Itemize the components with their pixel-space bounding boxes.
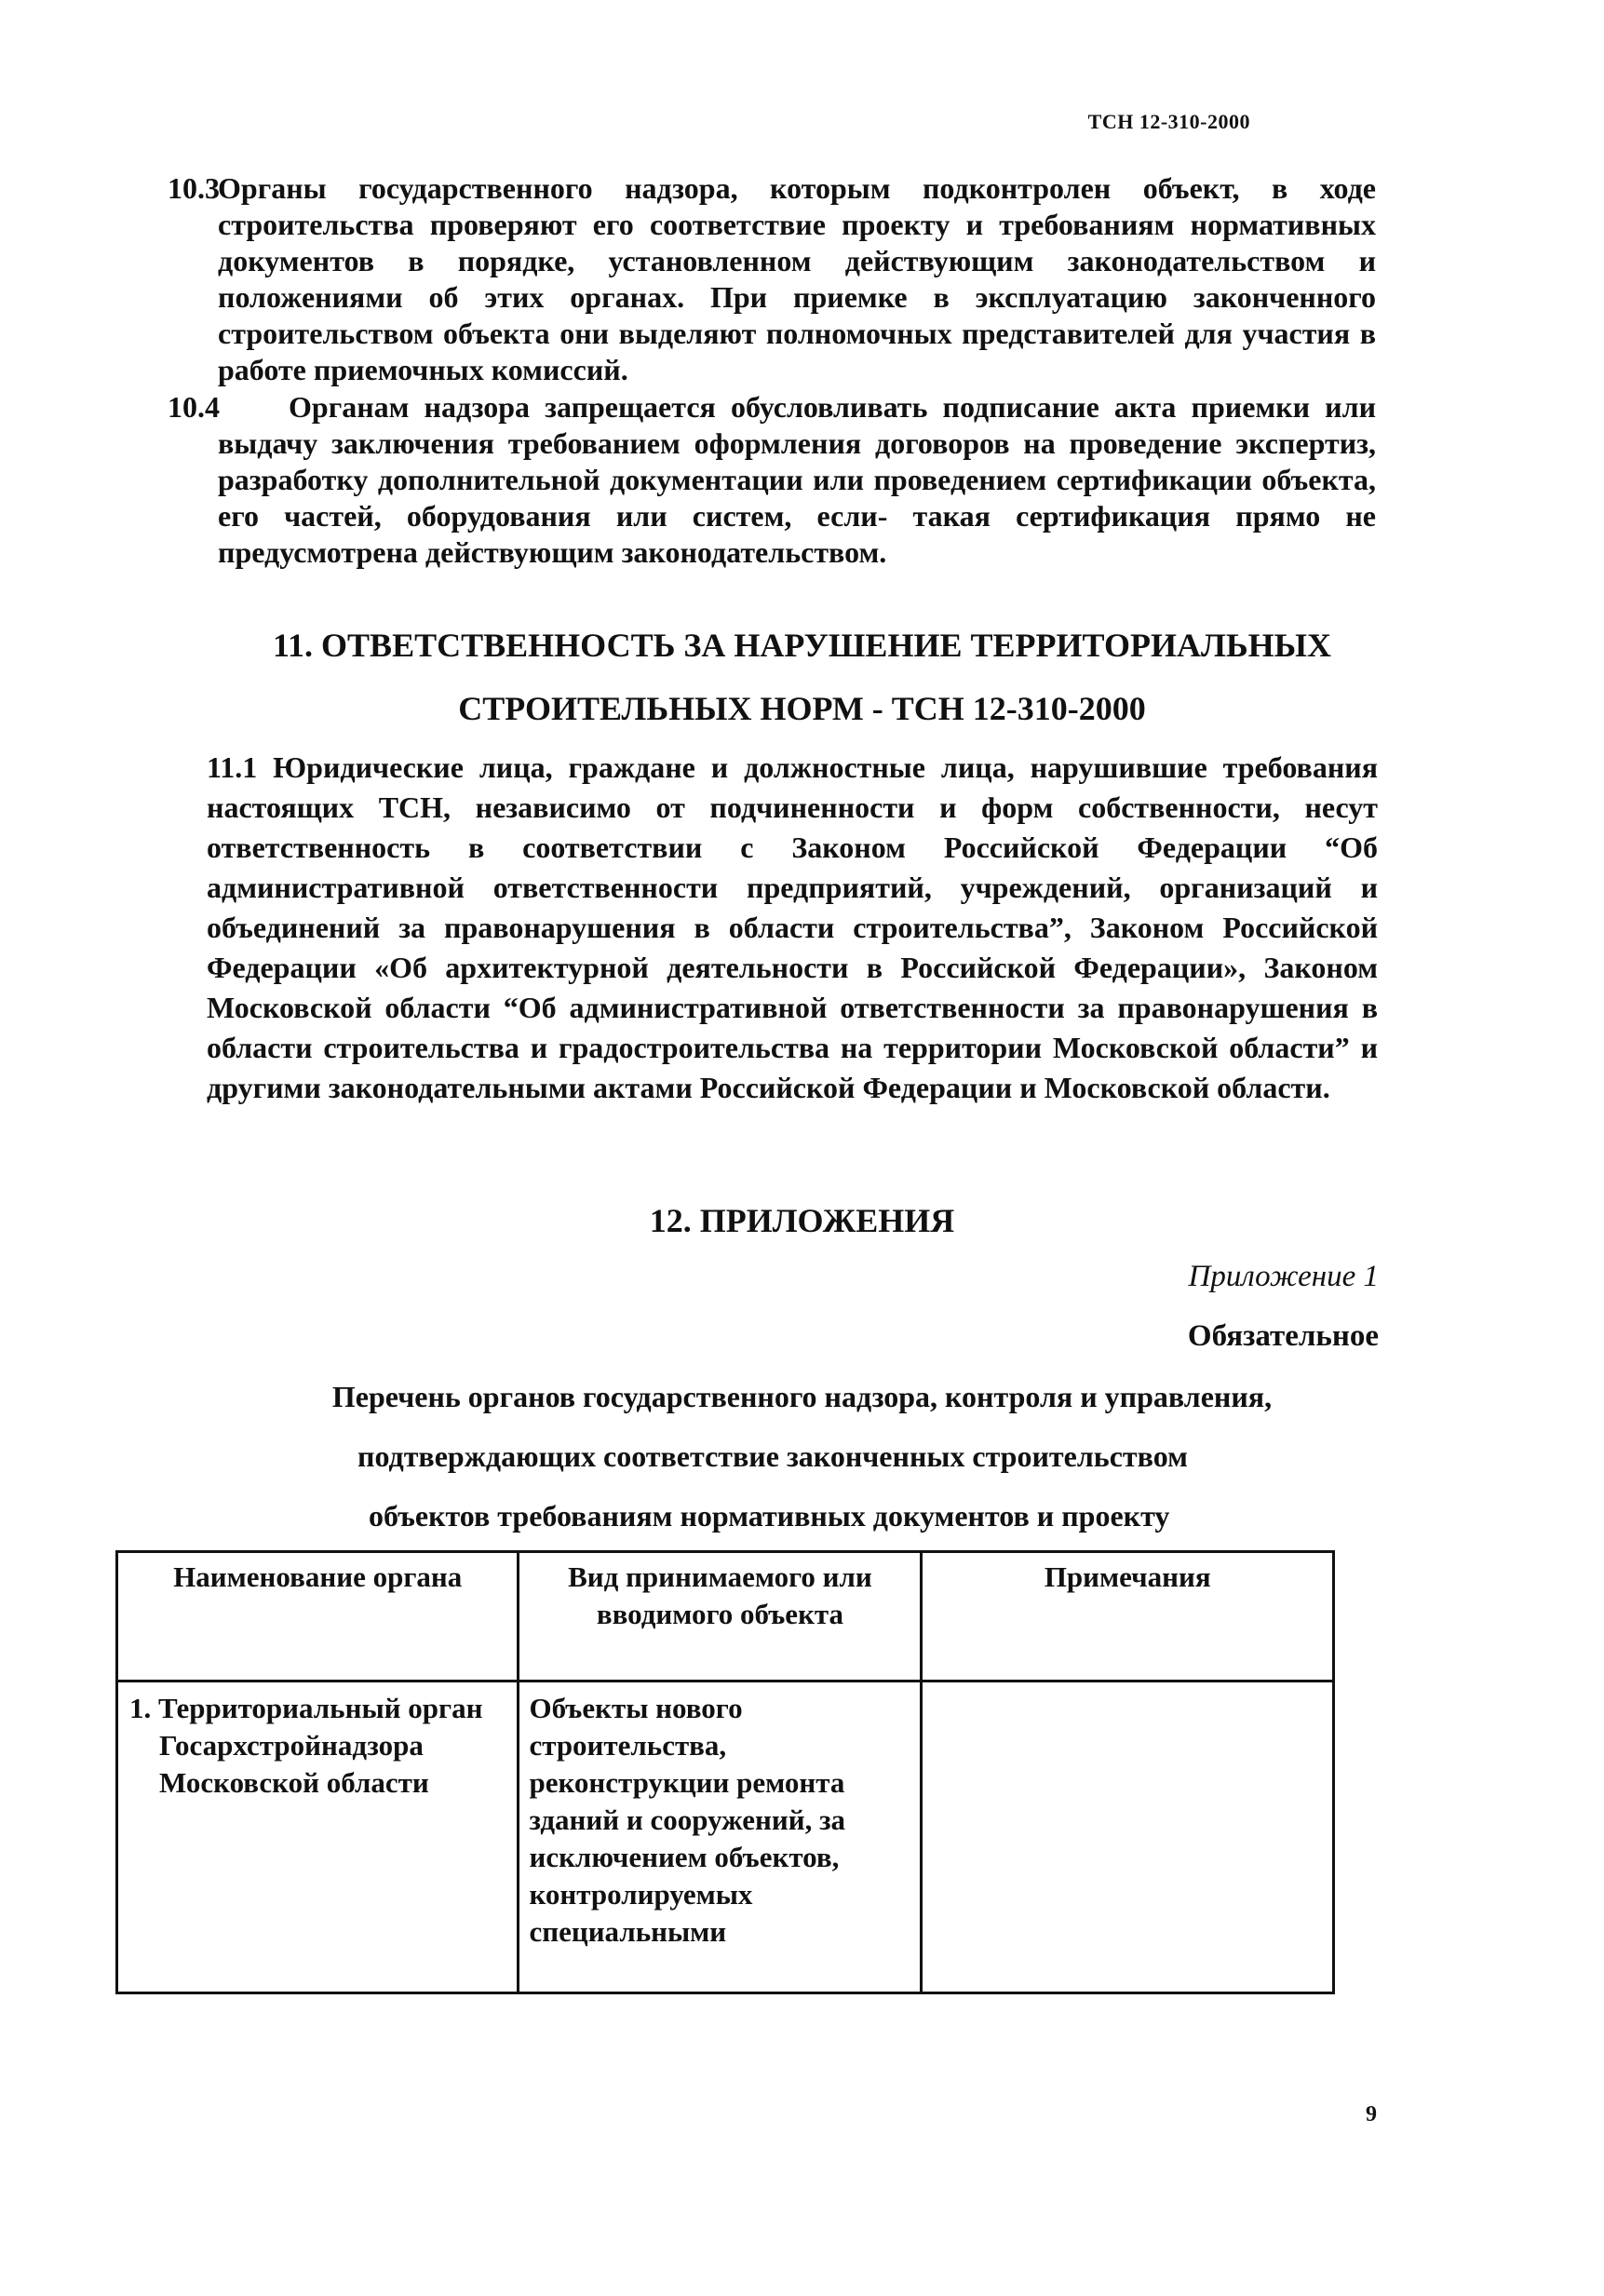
clause-text: Органы государственного надзора, которым подконтролен объект, в ходе строительства проверяют его соответствие проекту и требованиям нормативных документов в порядке, установленном действующим законодательством и положениями об этих органах. При приемке в эксплуатацию законченного строительством объекта они выделяют полномочных представителей для участия в работе приемочных комиссий. [218, 171, 1376, 386]
list-title-line2: подтверждающих соответствие законченных строительством [357, 1439, 1188, 1473]
organs-table [115, 1550, 1335, 1994]
section-12-title: 12. ПРИЛОЖЕНИЯ [649, 1202, 955, 1239]
column-header-notes: Примечания [922, 1552, 1334, 1681]
section-11-title-line1: 11. ОТВЕТСТВЕННОСТЬ ЗА НАРУШЕНИЕ ТЕРРИТОРИАЛЬНЫХ [273, 627, 1331, 664]
clause-number: 11.1 [207, 750, 258, 784]
section-11-title-line2: СТРОИТЕЛЬНЫХ НОРМ - ТСН 12-310-2000 [458, 690, 1146, 727]
clause-text: Юридические лица, граждане и должностные лица, нарушившие требования настоящих ТСН, независимо от подчиненности и форм собственности, несут ответственность в соответствии с Законом Российской Федерации “Об административной ответственности предприятий, учреждений, организаций и объединений за правонарушения в области строительства”, Законом Российской Федерации «Об архитектурной деятельности в Российской Федерации», Законом Московской области “Об административной ответственности за правонарушения в области строительства и градостроительства на территории Московской области” и другими законодательными актами Российской Федерации и Московской области. [207, 750, 1379, 1104]
cell-note [922, 1681, 1334, 1993]
clause-number: 10.4 [168, 390, 220, 424]
list-title-line1: Перечень органов государственного надзора, контроля и управления, [331, 1380, 1273, 1413]
clause-number: 10.3 [168, 171, 220, 205]
cell-organ [117, 1681, 519, 1993]
table-header-row [117, 1552, 1334, 1681]
list-title-line3: объектов требованиям нормативных документов и проекту [369, 1499, 1170, 1533]
organ-name: 1. Территориальный орган Госархстройнадзора Московской области [129, 1692, 483, 1799]
appendix-status: Обязательное [1187, 1319, 1379, 1353]
cell-object: Объекты нового строительства, реконструкции ремонта зданий и сооружений, за исключением объектов, контролируемых специальными [519, 1681, 922, 1993]
clause-11-1 [207, 748, 1378, 1108]
document-code: ТСН 12-310-2000 [1087, 110, 1250, 133]
page-number: 9 [1366, 2102, 1377, 2127]
table-row [117, 1681, 1334, 1993]
column-header-organ: Наименование органа [117, 1552, 519, 1681]
column-header-object: Вид принимаемого или вводимого объекта [519, 1552, 922, 1681]
clause-10-4 [168, 389, 1376, 571]
appendix-label: Приложение 1 [1188, 1260, 1379, 1293]
clause-text: Органам надзора запрещается обусловливать подписание акта приемки или выдачу заключения требованием оформления договоров на проведение экспертиз, разработку дополнительной документации или проведением сертификации объекта, его частей, оборудования или систем, если- такая сертификация прямо не предусмотрена действующим законодательством. [218, 390, 1376, 569]
clause-10-3 [168, 170, 1376, 388]
